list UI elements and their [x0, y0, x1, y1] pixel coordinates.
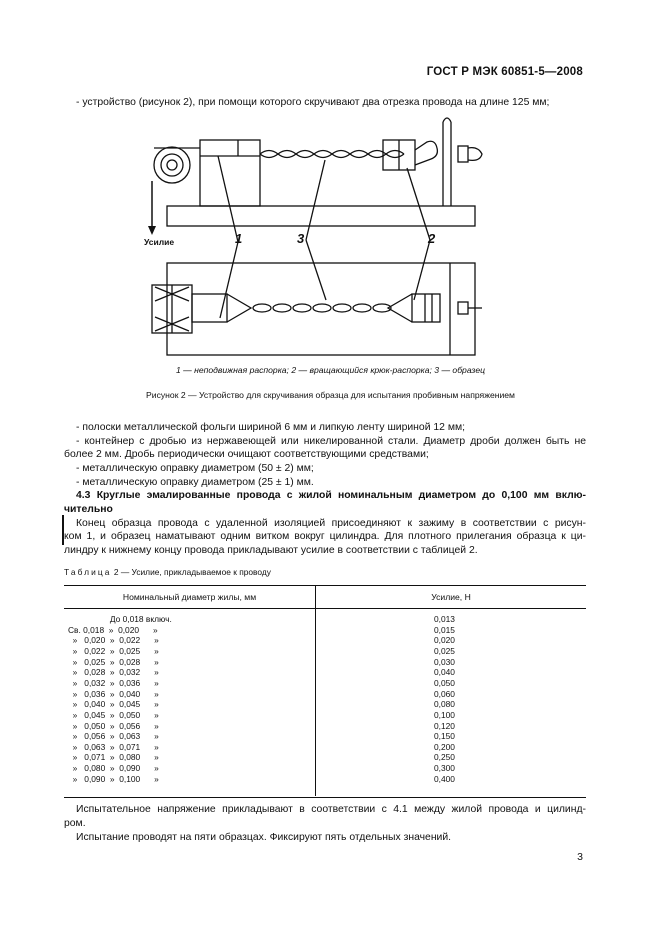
table-caption — [64, 567, 271, 577]
twisting-device-figure — [140, 112, 500, 362]
table-row-force: 0,200 — [434, 741, 455, 752]
table-row-force: 0,020 — [434, 635, 455, 646]
table-row-diameter: » 0,063 » 0,071 » — [68, 741, 159, 752]
page-number: 3 — [577, 851, 583, 863]
twisted-wire-bottom — [253, 304, 391, 312]
table-row-diameter: До 0,018 включ. — [68, 614, 172, 624]
table-row-diameter: Св. 0,018 » 0,020 » — [68, 624, 158, 635]
section-paragraph: ком 1, и образец наматывают одним витком вокруг цилиндра. Для плотного прилегания образца к ци- — [64, 531, 586, 542]
base-bar — [167, 206, 475, 226]
label-1: 1 — [235, 231, 243, 246]
closing-paragraph: ром. — [64, 818, 86, 829]
table-row-diameter: » 0,071 » 0,080 » — [68, 752, 159, 763]
table-row-force: 0,040 — [434, 667, 455, 678]
pulley-outer — [154, 147, 190, 183]
section-paragraph: линдру к нижнему концу провода прикладывают усилие в соответствии с таблицей 2. — [64, 545, 478, 556]
table-row-diameter: » 0,022 » 0,025 » — [68, 645, 159, 656]
table-row-force: 0,030 — [434, 656, 455, 667]
figure-legend: 1 — неподвижная распорка; 2 — вращающийся крюк-распорка; 3 — образец — [175, 365, 486, 375]
table-row-force: 0,100 — [434, 709, 455, 720]
figure-caption: Рисунок 2 — Устройство для скручивания образца для испытания пробивным напряжением — [146, 390, 515, 400]
force-label: Усилие — [144, 237, 175, 247]
list-item: - металлическую оправку диаметром (25 ± 1) мм. — [76, 477, 314, 488]
table-row-diameter: » 0,028 » 0,032 » — [68, 667, 159, 678]
intro-line: - устройство (рисунок 2), при помощи которого скручивают два отрезка провода на длине 125 мм; — [76, 97, 550, 108]
section-heading-cont: чительно — [64, 504, 113, 515]
closing-paragraph: Испытание проводят на пяти образцах. Фиксируют пять отдельных значений. — [76, 832, 452, 843]
table-row-diameter: » 0,036 » 0,040 » — [68, 688, 159, 699]
table-row-force: 0,400 — [434, 773, 455, 784]
table-row-diameter: » 0,025 » 0,028 » — [68, 656, 159, 667]
list-item: - полоски металлической фольги шириной 6 мм и липкую ленту шириной 12 мм; — [76, 422, 465, 433]
document-header: ГОСТ Р МЭК 60851-5—2008 — [426, 66, 583, 78]
table-title: 2 — Усилие, прикладываемое к проводу — [111, 567, 271, 577]
table-row-force: 0,150 — [434, 731, 455, 742]
table-row-force: 0,060 — [434, 688, 455, 699]
table-row-diameter: » 0,020 » 0,022 » — [68, 635, 159, 646]
force-table — [64, 585, 586, 798]
table-row-diameter: » 0,040 » 0,045 » — [68, 699, 159, 710]
table-row-force: 0,250 — [434, 752, 455, 763]
fixed-spreader-block — [200, 140, 260, 206]
table-header-diameter: Номинальный диаметр жилы, мм — [122, 592, 257, 602]
table-row-force: 0,120 — [434, 720, 455, 731]
table-label: Таблица — [64, 567, 112, 577]
table-row-force: 0,025 — [434, 645, 455, 656]
label-2: 2 — [428, 231, 436, 246]
section-heading: 4.3 Круглые эмалированные провода с жилой номинальным диаметром до 0,100 мм вклю- — [76, 490, 586, 501]
list-item: более 2 мм. Дробь периодически очищают соответствующими средствами; — [64, 449, 429, 460]
table-row-diameter: » 0,080 » 0,090 » — [68, 763, 159, 774]
table-row-force: 0,300 — [434, 763, 455, 774]
table-row-diameter: » 0,056 » 0,063 » — [68, 731, 159, 742]
closing-paragraph: Испытательное напряжение прикладывают в соответствии с 4.1 между жилой провода и цилинд- — [76, 804, 586, 815]
table-row-force: 0,013 — [434, 614, 455, 624]
table-row-diameter: » 0,032 » 0,036 » — [68, 677, 159, 688]
table-header-force: Усилие, Н — [431, 592, 471, 602]
table-row-force: 0,015 — [434, 624, 455, 635]
label-3: 3 — [297, 231, 305, 246]
table-row-force: 0,050 — [434, 677, 455, 688]
list-item: - металлическую оправку диаметром (50 ± 2) мм; — [76, 463, 314, 474]
pulley-inner — [161, 154, 183, 176]
table-row-force: 0,080 — [434, 699, 455, 710]
table-row-diameter: » 0,050 » 0,056 » — [68, 720, 159, 731]
table-row-diameter: » 0,090 » 0,100 » — [68, 773, 159, 784]
section-paragraph: Конец образца провода с удаленной изоляцией присоединяют к зажиму в соответствии с рисун- — [76, 518, 586, 529]
bottom-frame — [167, 263, 475, 355]
table-row-diameter: » 0,045 » 0,050 » — [68, 709, 159, 720]
list-item: - контейнер с дробью из нержавеющей или никелированной стали. Диаметр дроби должен быть не — [76, 436, 586, 447]
